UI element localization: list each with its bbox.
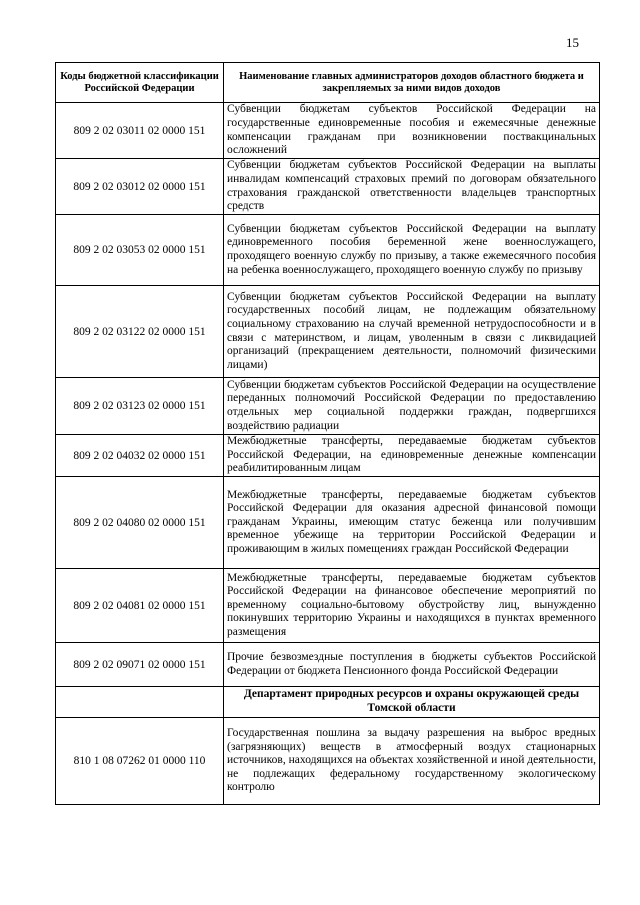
- table-row: [56, 718, 600, 805]
- income-description-cell: Прочие безвозмездные поступления в бюджеты субъектов Российской Федерации от бюджета Пенсионного фонда Российской Федерации: [224, 643, 600, 687]
- budget-codes-table: [55, 62, 600, 805]
- income-description-cell: Субвенции бюджетам субъектов Российской Федерации на выплату единовременного пособия беременной жене военнослужащего, проходящего военную службу по призыву, а также ежемесячного пособия на ребенка военнослужащего, проходящего военную службу по призыву: [224, 215, 600, 286]
- section-code-cell: [56, 687, 224, 718]
- table-row: [56, 378, 600, 435]
- table-row: [56, 286, 600, 378]
- income-description-cell: Субвенции бюджетам субъектов Российской Федерации на осуществление переданных полномочий Российской Федерации по предоставлению отдельных мер социальной поддержки граждан, подвергшихся воздействию радиации: [224, 378, 600, 435]
- budget-code-cell: 809 2 02 04081 02 0000 151: [56, 569, 224, 643]
- income-description-cell: Субвенции бюджетам субъектов Российской Федерации на выплату государственных пособий лицам, не подлежащим обязательному социальному страхованию на случай временной нетрудоспособности и в связи с материнством, и лицам, уволенным в связи с ликвидацией организаций (прекращением деятельности, полномочий физическими лицами): [224, 286, 600, 378]
- income-description-cell: Межбюджетные трансферты, передаваемые бюджетам субъектов Российской Федерации для оказания адресной финансовой помощи гражданам Украины, имеющим статус беженца или получившим временное убежище на территории Российской Федерации и проживающим в жилых помещениях граждан Российской Федерации: [224, 477, 600, 569]
- table-header-row: [56, 63, 600, 103]
- budget-code-cell: 809 2 02 03012 02 0000 151: [56, 159, 224, 215]
- table-row: [56, 103, 600, 159]
- table-row: [56, 643, 600, 687]
- budget-code-cell: 809 2 02 03011 02 0000 151: [56, 103, 224, 159]
- income-description-cell: Межбюджетные трансферты, передаваемые бюджетам субъектов Российской Федерации, на единовременные денежные компенсации реабилитированным лицам: [224, 435, 600, 477]
- budget-code-cell: 809 2 02 03053 02 0000 151: [56, 215, 224, 286]
- header-code-column: Коды бюджетной классификации Российской Федерации: [56, 63, 224, 103]
- budget-code-cell: 809 2 02 04032 02 0000 151: [56, 435, 224, 477]
- page-number: 15: [566, 35, 579, 50]
- budget-code-cell: 809 2 02 04080 02 0000 151: [56, 477, 224, 569]
- table-row: [56, 159, 600, 215]
- budget-code-cell: 810 1 08 07262 01 0000 110: [56, 718, 224, 805]
- budget-code-cell: 809 2 02 03122 02 0000 151: [56, 286, 224, 378]
- table-row: [56, 215, 600, 286]
- section-header-row: [56, 687, 600, 718]
- table-row: [56, 569, 600, 643]
- income-description-cell: Субвенции бюджетам субъектов Российской Федерации на выплаты инвалидам компенсаций страховых премий по договорам обязательного страхования гражданской ответственности владельцев транспортных средств: [224, 159, 600, 215]
- income-description-cell: Межбюджетные трансферты, передаваемые бюджетам субъектов Российской Федерации на финансовое обеспечение мероприятий по временному социально-бытовому обустройству лиц, вынужденно покинувших территорию Украины и находящихся в пунктах временного размещения: [224, 569, 600, 643]
- budget-code-cell: 809 2 02 03123 02 0000 151: [56, 378, 224, 435]
- budget-code-cell: 809 2 02 09071 02 0000 151: [56, 643, 224, 687]
- header-name-column: Наименование главных администраторов доходов областного бюджета и закрепляемых за ними видов доходов: [224, 63, 600, 103]
- income-description-cell: Государственная пошлина за выдачу разрешения на выброс вредных (загрязняющих) веществ в атмосферный воздух стационарных источников, находящихся на объектах хозяйственной и иной деятельности, не подлежащих федеральному государственному экологическому контролю: [224, 718, 600, 805]
- section-title: Департамент природных ресурсов и охраны окружающей среды Томской области: [224, 687, 600, 718]
- income-description-cell: Субвенции бюджетам субъектов Российской Федерации на государственные единовременные пособия и ежемесячные денежные компенсации гражданам при возникновении поствакцинальных осложнений: [224, 103, 600, 159]
- table-row: [56, 477, 600, 569]
- table-row: [56, 435, 600, 477]
